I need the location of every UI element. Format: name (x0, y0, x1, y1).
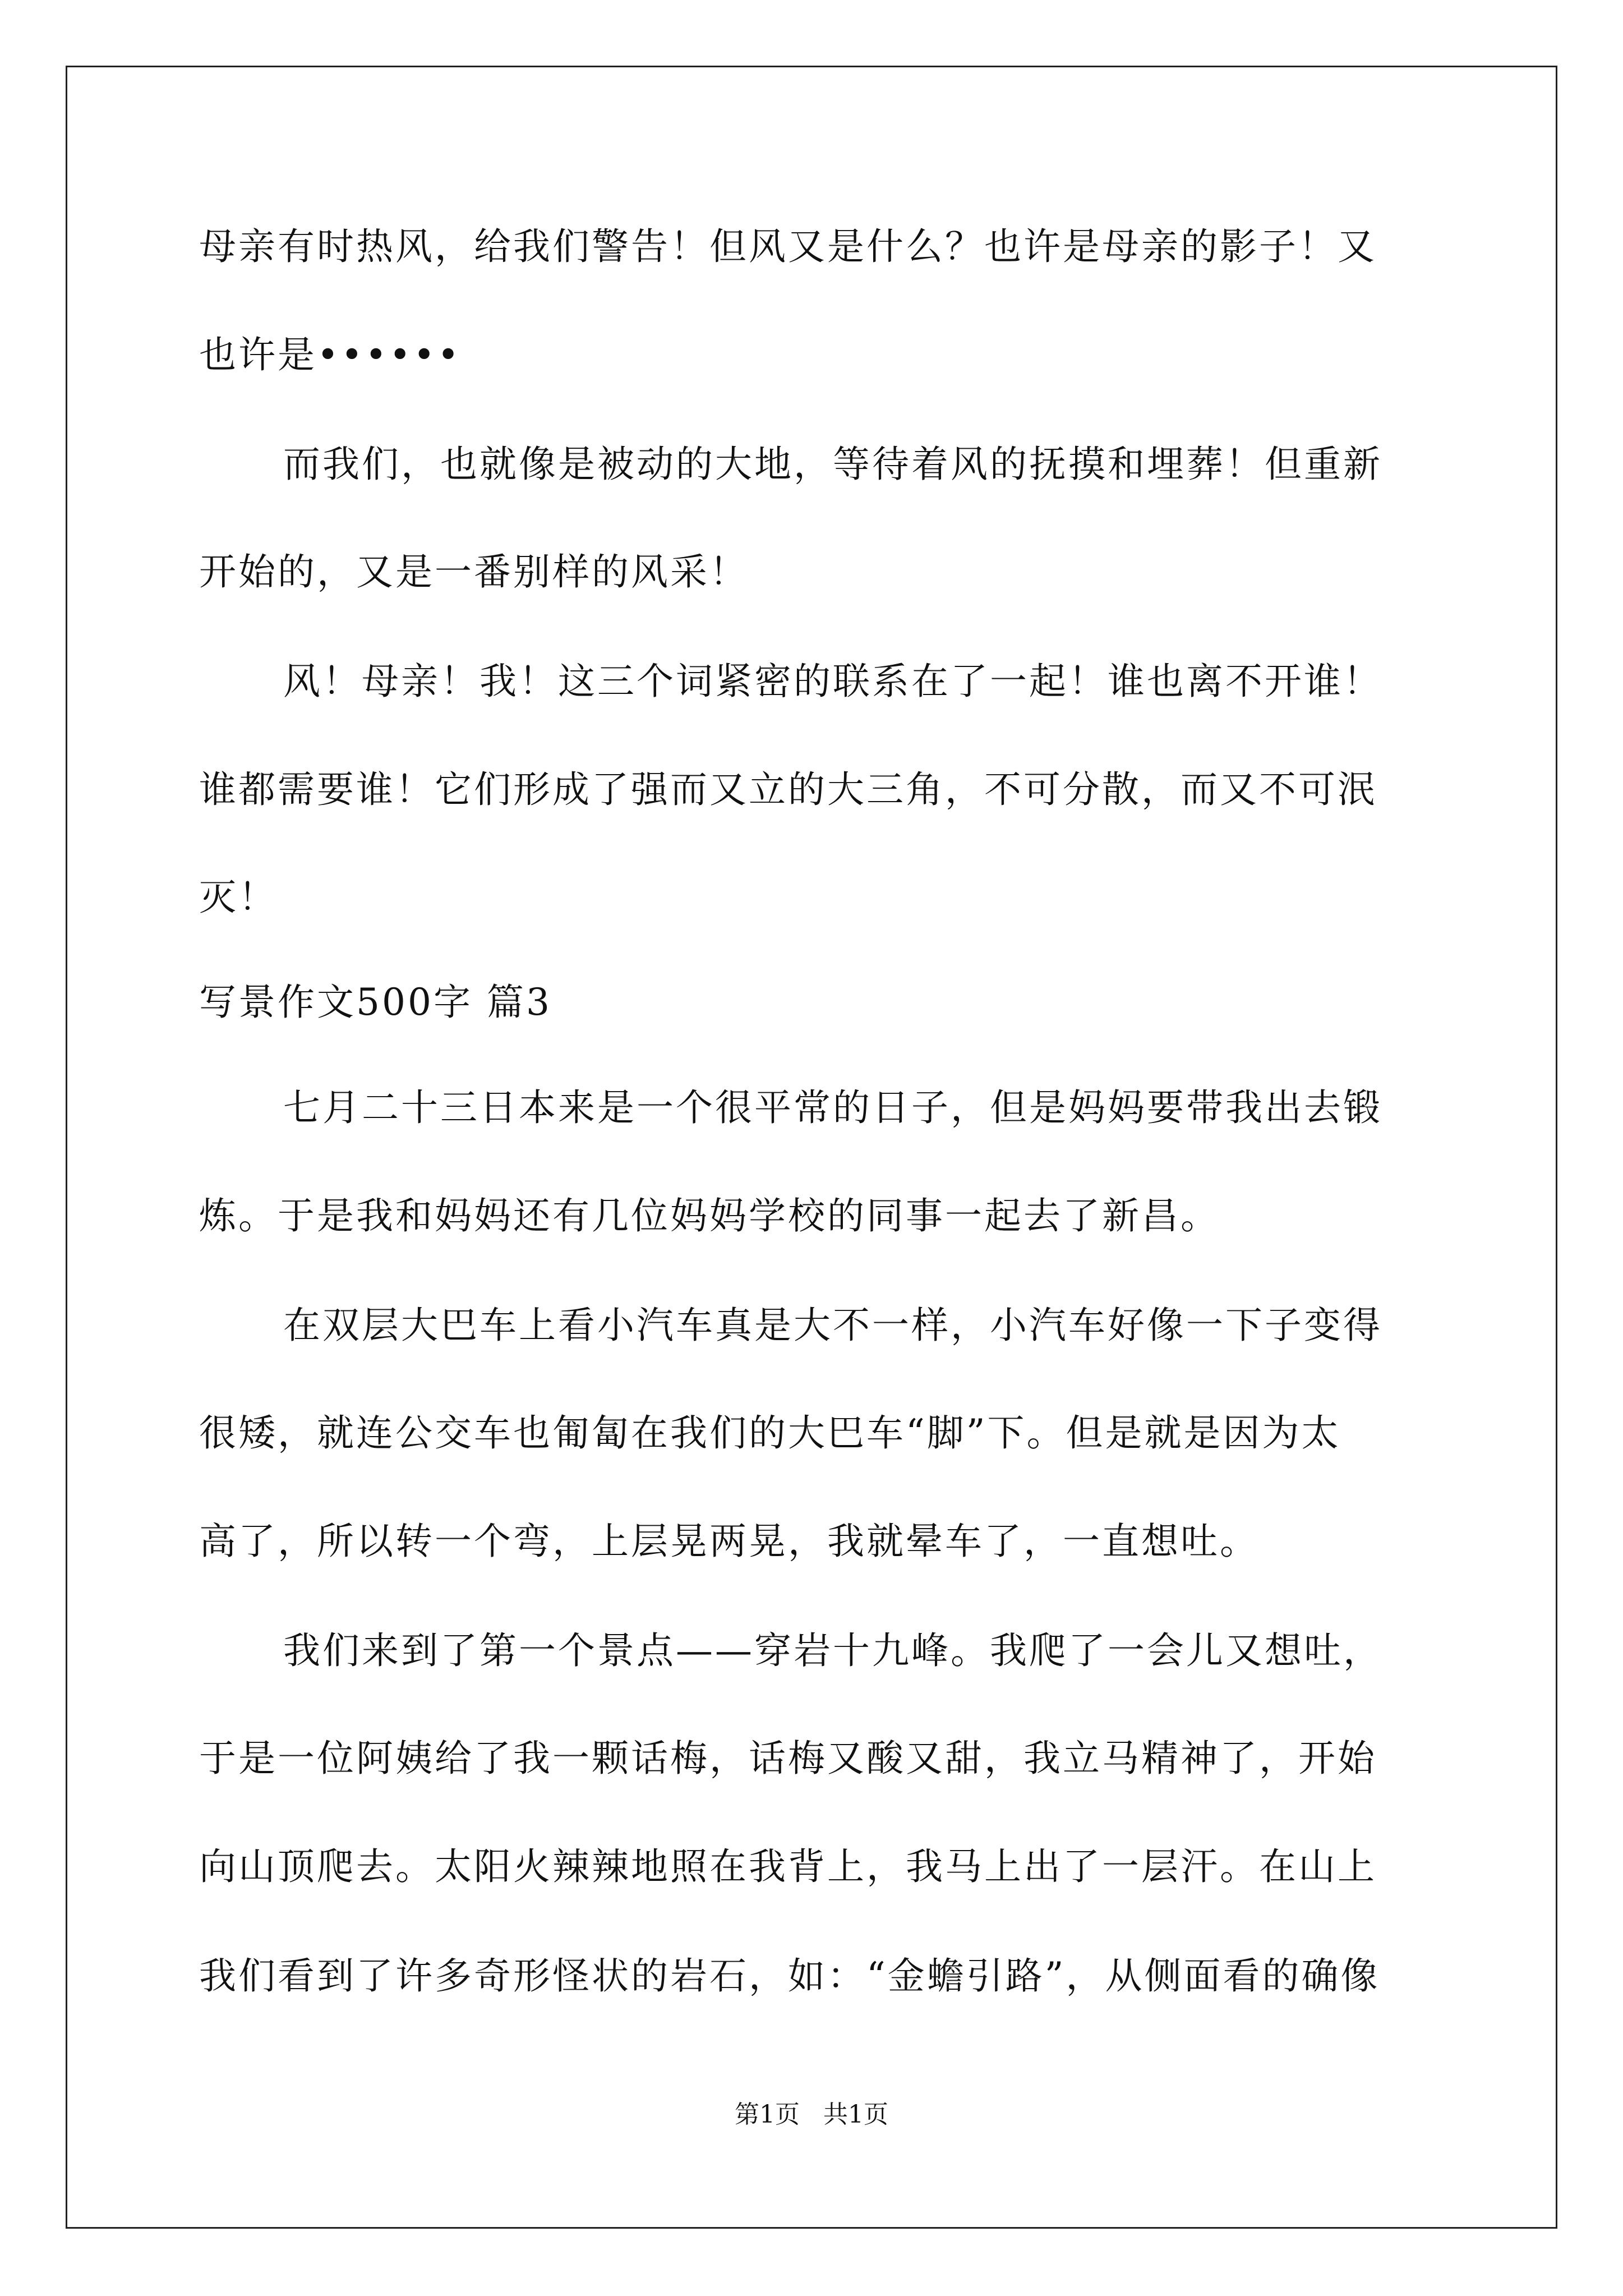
body-text-line: 于是一位阿姨给了我一颗话梅，话梅又酸又甜，我立马精神了，开始 (199, 1737, 1377, 1780)
body-text-line: 在双层大巴车上看小汽车真是大不一样，小汽车好像一下子变得 (283, 1304, 1382, 1347)
body-text-line: 很矮，就连公交车也匍匐在我们的大巴车“脚”下。但是就是因为太 (199, 1411, 1341, 1455)
body-text-line: 谁都需要谁！它们形成了强而又立的大三角，不可分散，而又不可泯 (199, 768, 1377, 811)
body-text-line: 我们看到了许多奇形怪状的岩石，如：“金蟾引路”，从侧面看的确像 (199, 1954, 1380, 1998)
body-text-line: 母亲有时热风，给我们警告！但风又是什么？也许是母亲的影子！又 (199, 225, 1377, 268)
body-text-line: 高了，所以转一个弯，上层晃两晃，我就晕车了，一直想吐。 (199, 1520, 1259, 1563)
body-text-line: 而我们，也就像是被动的大地，等待着风的抚摸和埋葬！但重新 (283, 443, 1382, 486)
body-text-line: 也许是•••••• (199, 333, 462, 376)
page-border (66, 66, 1557, 2229)
section-heading: 写景作文500字 篇3 (199, 981, 552, 1024)
body-text-line: 向山顶爬去。太阳火辣辣地照在我背上，我马上出了一层汗。在山上 (199, 1845, 1377, 1888)
body-text-line: 灭！ (199, 876, 278, 919)
page-number-footer: 第1页 共1页 (735, 2100, 888, 2129)
body-text-line: 炼。于是我和妈妈还有几位妈妈学校的同事一起去了新昌。 (199, 1194, 1220, 1237)
body-text-line: 七月二十三日本来是一个很平常的日子，但是妈妈要带我出去锻 (283, 1086, 1382, 1129)
body-text-line: 开始的，又是一番别样的风采！ (199, 550, 749, 593)
body-text-line: 风！母亲！我！这三个词紧密的联系在了一起！谁也离不开谁！ (283, 660, 1382, 703)
body-text-line: 我们来到了第一个景点——穿岩十九峰。我爬了一会儿又想吐， (283, 1629, 1382, 1672)
